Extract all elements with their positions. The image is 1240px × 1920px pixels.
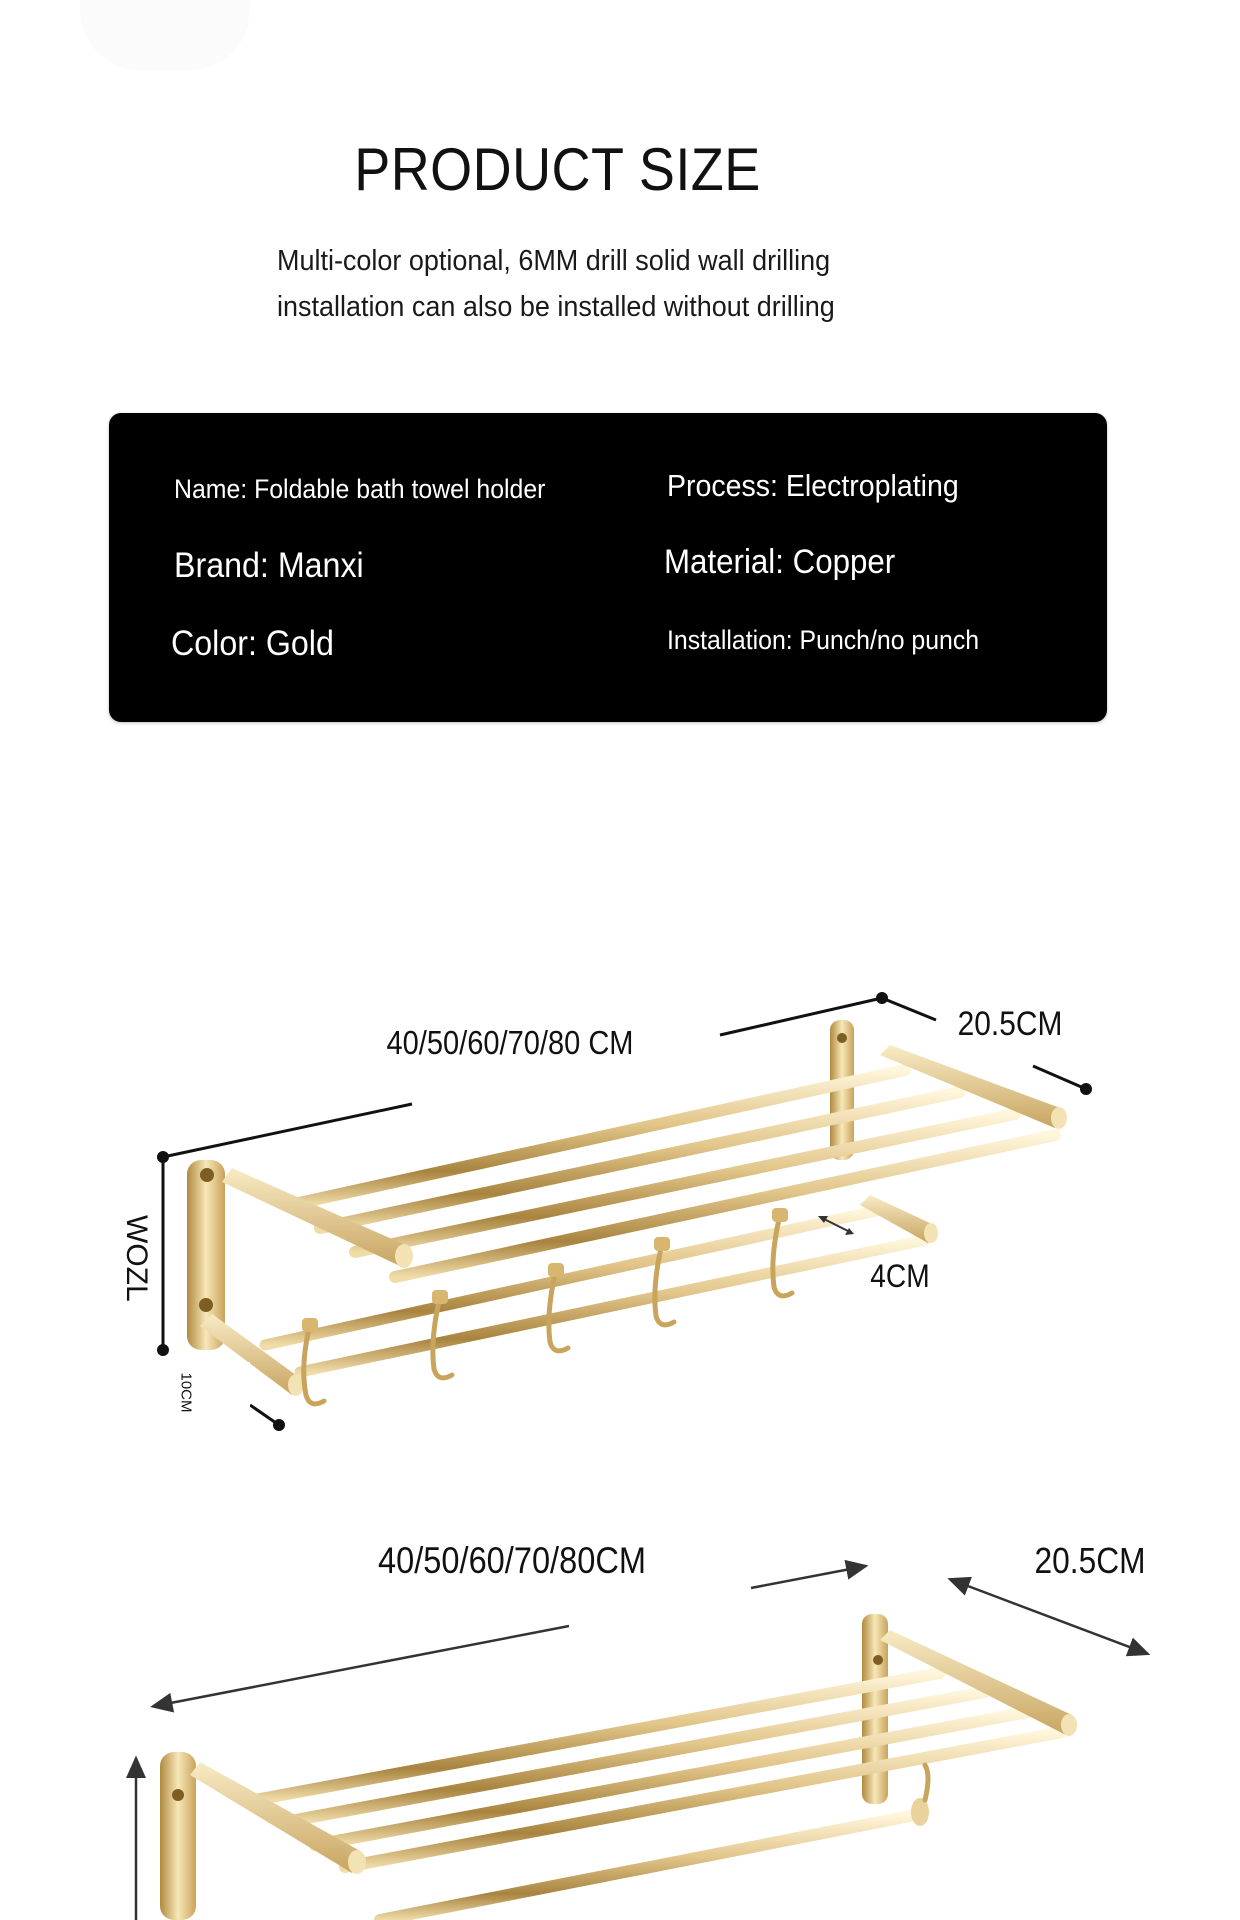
- subtitle-line-1: Multi-color optional, 6MM drill solid wall drilling: [277, 245, 831, 277]
- spec-color: Color: Gold: [171, 624, 334, 663]
- lower-depth-dimension-label: 10CM: [177, 1372, 195, 1413]
- depth-dimension-label-2: 20.5CM: [1034, 1540, 1146, 1581]
- spec-process: Process: Electroplating: [667, 468, 959, 503]
- spec-material: Material: Copper: [664, 543, 896, 581]
- length-dimension-label-2: 40/50/60/70/80CM: [378, 1540, 646, 1581]
- spec-brand: Brand: Manxi: [174, 546, 364, 585]
- depth-dimension-label-1: 20.5CM: [957, 1005, 1063, 1043]
- bar-gap-dimension-label: 4CM: [870, 1258, 930, 1294]
- spec-installation: Installation: Punch/no punch: [667, 625, 980, 655]
- page-title: PRODUCT SIZE: [354, 136, 761, 203]
- height-dimension-label: WOZL: [120, 1215, 153, 1302]
- length-dimension-label-1: 40/50/60/70/80 CM: [386, 1024, 634, 1061]
- spec-name: Name: Foldable bath towel holder: [174, 474, 546, 504]
- subtitle-line-2: installation can also be installed without drilling: [277, 291, 835, 323]
